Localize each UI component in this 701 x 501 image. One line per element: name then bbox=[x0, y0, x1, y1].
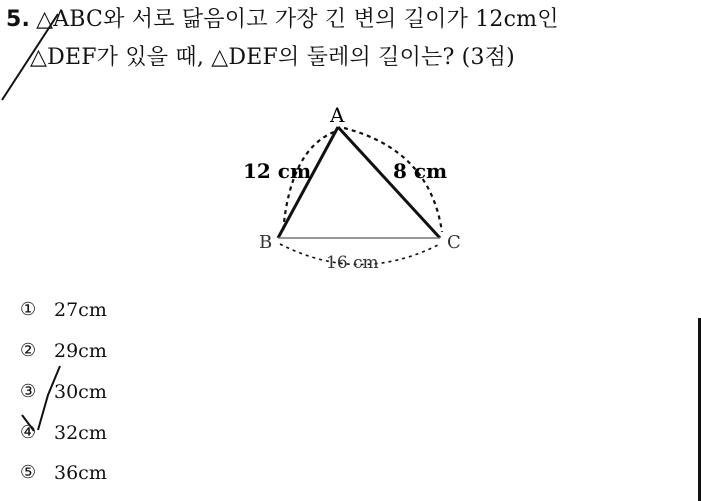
pen-slash-mark bbox=[2, 14, 58, 100]
choice-5-number: ⑤ bbox=[20, 462, 37, 483]
triangle-figure bbox=[243, 103, 461, 273]
label-bc: 16 cm bbox=[326, 253, 379, 273]
choice-4-number: ④ bbox=[20, 422, 37, 443]
choice-3-value: 30cm bbox=[54, 381, 107, 403]
choice-1-number: ① bbox=[20, 299, 37, 320]
choice-1[interactable] bbox=[20, 298, 107, 322]
choice-5[interactable] bbox=[20, 461, 107, 485]
choice-2-number: ② bbox=[20, 340, 37, 361]
choice-4[interactable] bbox=[20, 421, 107, 445]
question-number: 5. bbox=[6, 7, 31, 32]
choice-2-value: 29cm bbox=[54, 340, 107, 362]
choice-2[interactable] bbox=[20, 339, 107, 363]
choice-3[interactable] bbox=[20, 380, 107, 404]
choice-1-value: 27cm bbox=[54, 299, 107, 321]
question-text-2: △DEF가 있을 때, △DEF의 둘레의 길이는? (3점) bbox=[30, 45, 515, 70]
vertex-b: B bbox=[259, 232, 273, 253]
choice-3-number: ③ bbox=[20, 381, 37, 402]
choice-4-value: 32cm bbox=[54, 422, 107, 444]
vertex-c: C bbox=[447, 232, 461, 253]
vertex-a: A bbox=[330, 103, 345, 127]
question-text-1: △ABC와 서로 닮음이고 가장 긴 변의 길이가 12cm인 bbox=[36, 7, 559, 32]
label-ac: 8 cm bbox=[393, 159, 448, 183]
choice-5-value: 36cm bbox=[54, 462, 107, 484]
label-ab: 12 cm bbox=[243, 159, 312, 183]
